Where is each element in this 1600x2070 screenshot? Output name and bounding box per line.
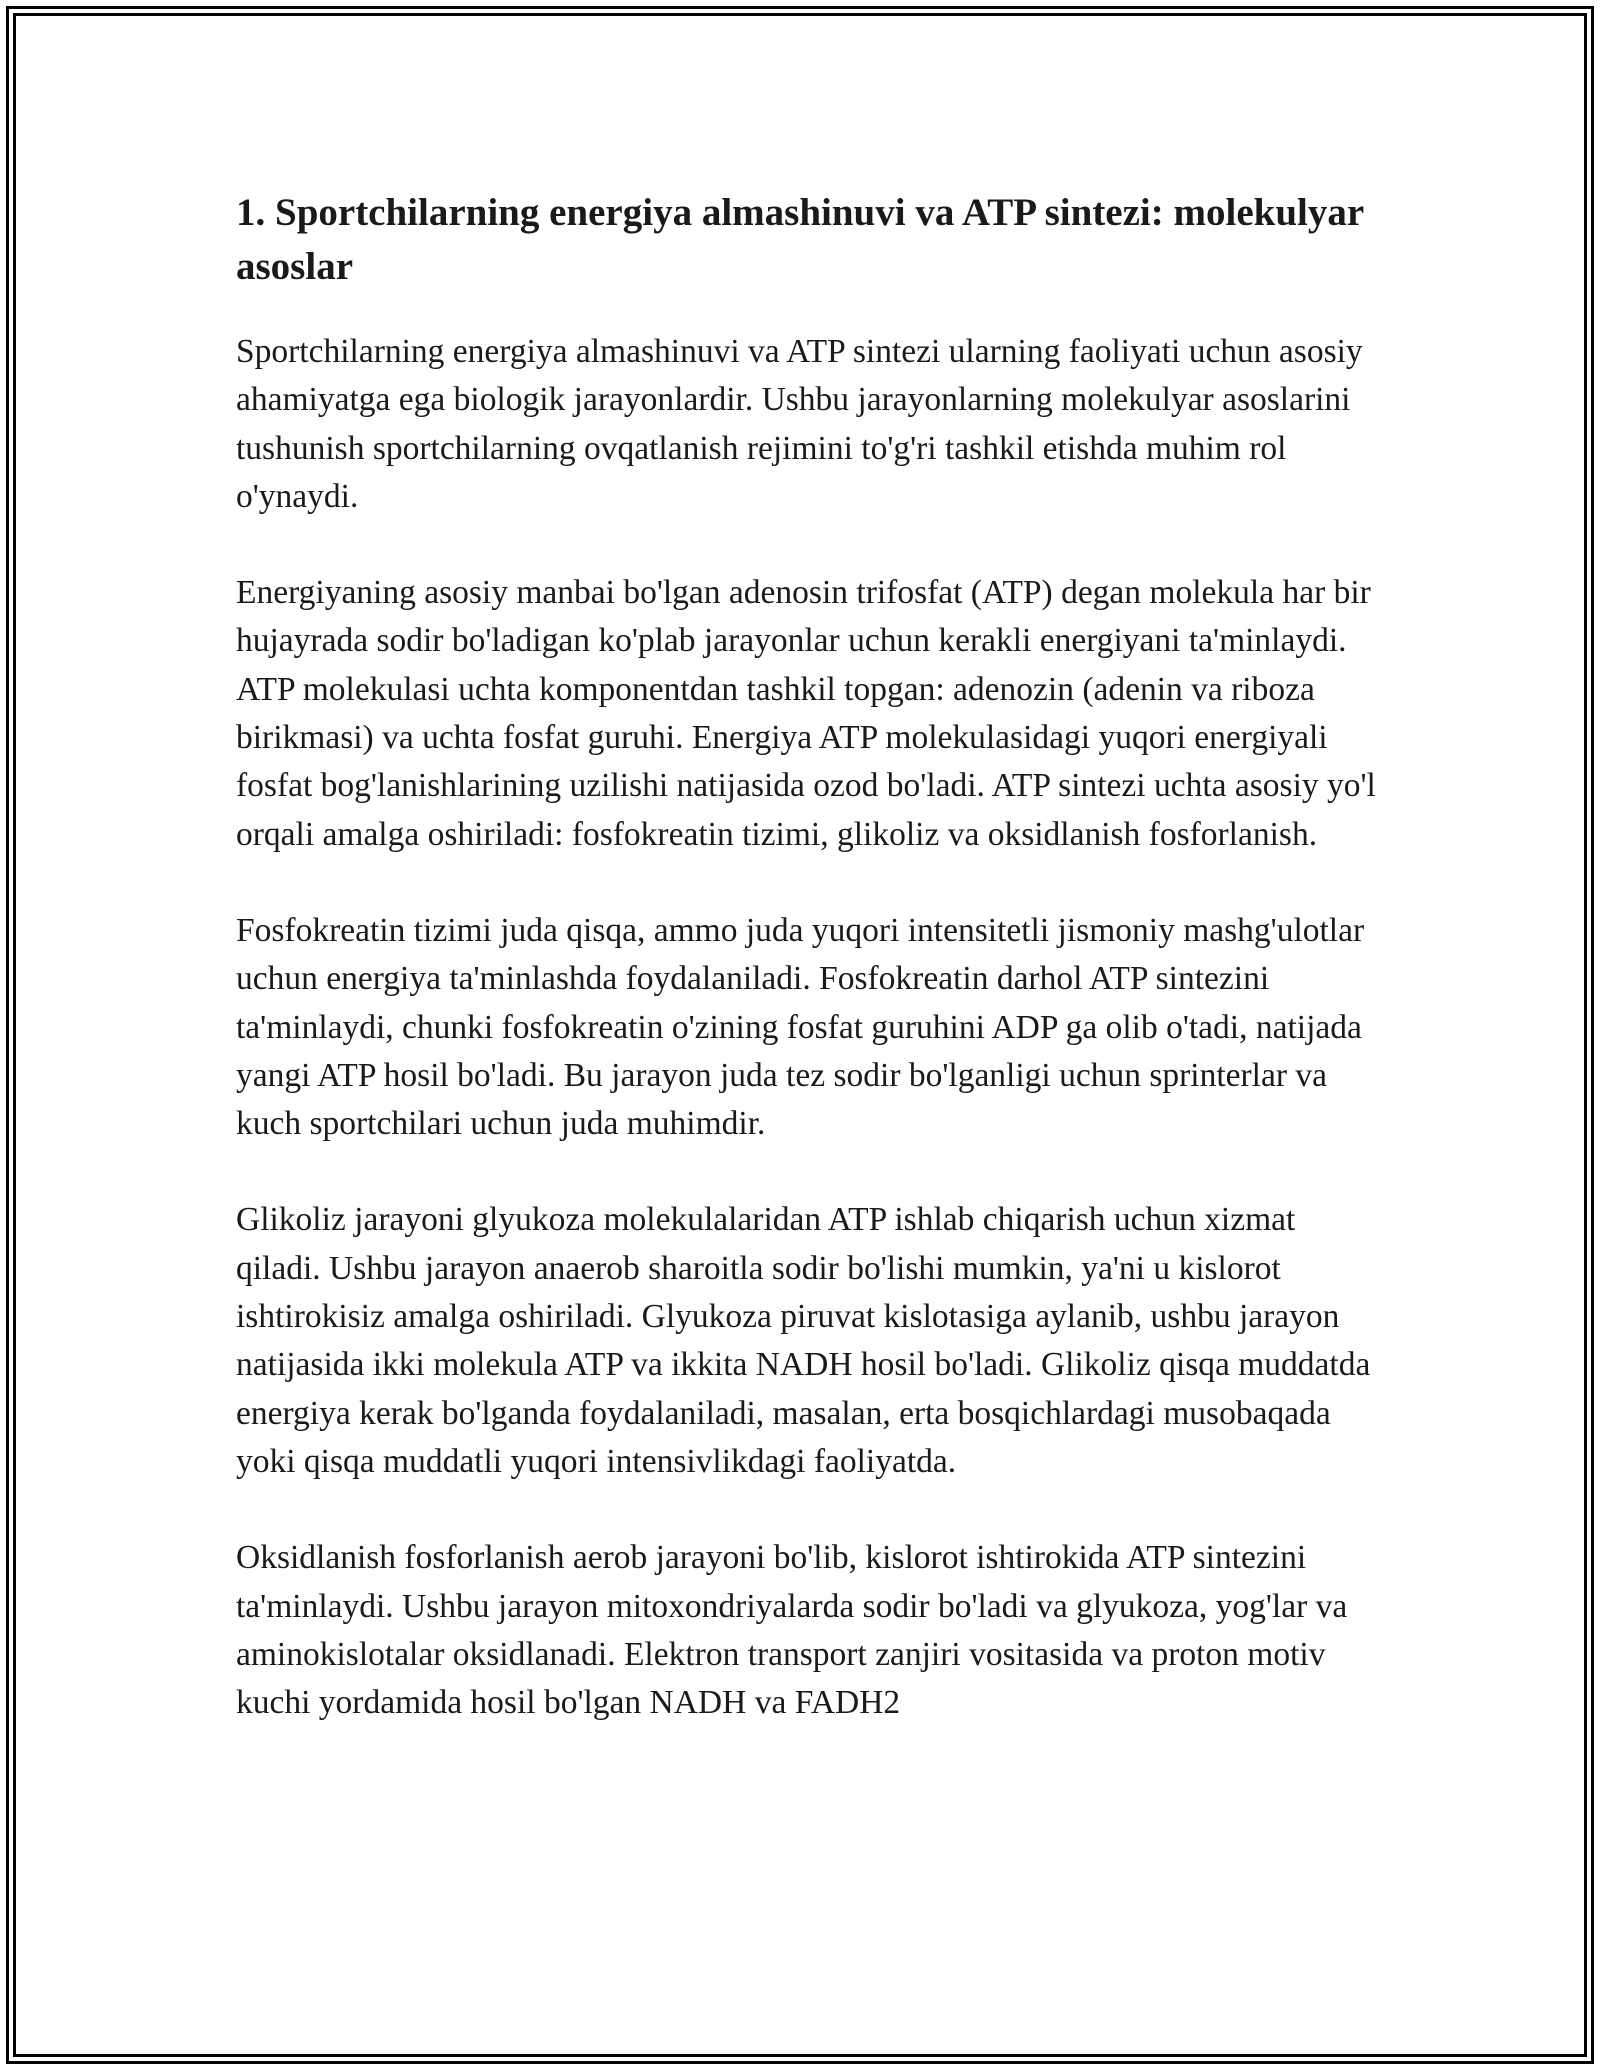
section-heading: 1. Sportchilarning energiya almashinuvi va ATP sintezi: molekulyar asoslar	[236, 191, 1364, 288]
paragraph-intro: Sportchilarning energiya almashinuvi va ATP sintezi ularning faoliyati uchun asosiy ahamiyatga ega biologik jarayonlardir. Ushbu jarayonlarning molekulyar asoslarini tushunish sportchilarning ovqatlanish rejimini to'g'ri tashkil etishda muhim rol o'ynaydi.	[236, 333, 1363, 515]
paragraph-phosphocreatine: Fosfokreatin tizimi juda qisqa, ammo juda yuqori intensitetli jismoniy mashg'ulotlar uchun energiya ta'minlashda foydalaniladi. Fosfokreatin darhol ATP sintezini ta'minlaydi, chunki fosfokreatin o'zining fosfat guruhini ADP ga olib o'tadi, natijada yangi ATP hosil bo'ladi. Bu jarayon juda tez sodir bo'lganligi uchun sprinterlar va kuch sportchilari uchun juda muhimdir.	[236, 911, 1365, 1143]
paragraph-oxidative-phosphorylation: Oksidlanish fosforlanish aerob jarayoni bo'lib, kislorot ishtirokida ATP sintezini ta'minlaydi. Ushbu jarayon mitoxondriyalarda sodir bo'ladi va glyukoza, yog'lar va aminokislotalar oksidlanadi. Elektron transport zanjiri vositasida va proton motiv kuchi yordamida hosil bo'lgan NADH va FADH2	[236, 1539, 1348, 1722]
document-body	[236, 186, 1376, 1775]
paragraph-glycolysis: Glikoliz jarayoni glyukoza molekulalaridan ATP ishlab chiqarish uchun xizmat qiladi. Ushbu jarayon anaerob sharoitla sodir bo'lishi mumkin, ya'ni u kislorot ishtirokisiz amalga oshiriladi. Glyukoza piruvat kislotasiga aylanib, ushbu jarayon natijasida ikki molekula ATP va ikkita NADH hosil bo'ladi. Glikoliz qisqa muddatda energiya kerak bo'lganda foydalaniladi, masalan, erta bosqichlardagi musobaqada yoki qisqa muddatli yuqori intensivlikdagi faoliyatda.	[236, 1201, 1371, 1480]
paragraph-atp: Energiyaning asosiy manbai bo'lgan adenosin trifosfat (ATP) degan molekula har bir hujayrada sodir bo'ladigan ko'plab jarayonlar uchun kerakli energiyani ta'minlaydi. ATP molekulasi uchta komponentdan tashkil topgan: adenozin (adenin va riboza birikmasi) va uchta fosfat guruhi. Energiya ATP molekulasidagi yuqori energiyali fosfat bog'lanishlarining uzilishi natijasida ozod bo'ladi. ATP sintezi uchta asosiy yo'l orqali amalga oshiriladi: fosfokreatin tizimi, glikoliz va oksidlanish fosforlanish.	[236, 574, 1376, 853]
